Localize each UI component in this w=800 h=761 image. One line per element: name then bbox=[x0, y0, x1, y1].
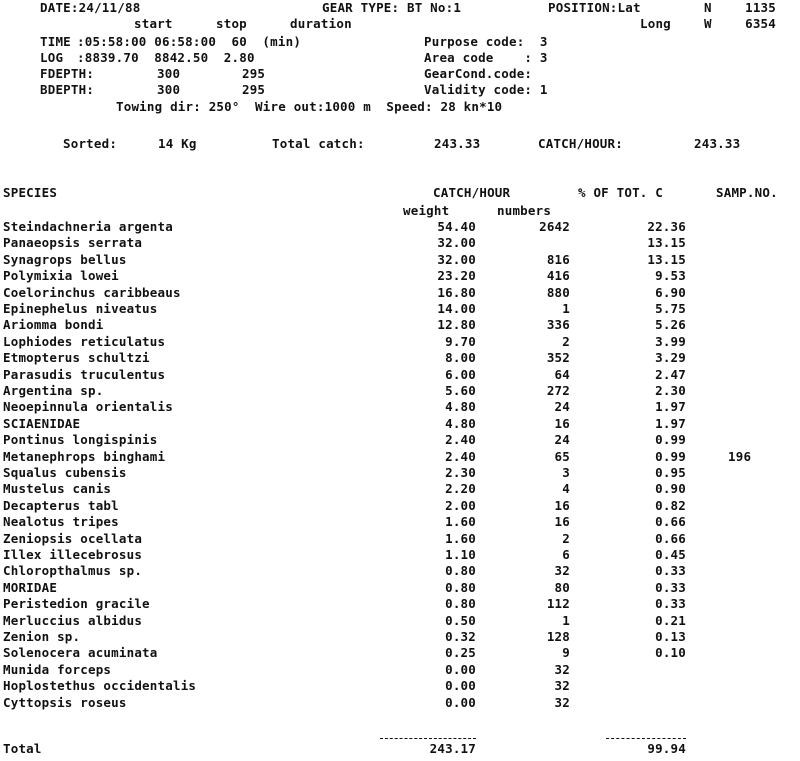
numbers-value: 24 bbox=[554, 432, 570, 447]
pct-value: 9.53 bbox=[655, 268, 686, 283]
species-name: Synagrops bellus bbox=[3, 252, 127, 267]
total-pct-rule bbox=[606, 738, 686, 739]
pct-value: 6.90 bbox=[655, 285, 686, 300]
weight-value: 0.32 bbox=[445, 629, 476, 644]
total-label: Total bbox=[3, 741, 42, 756]
weight-value: 2.40 bbox=[445, 432, 476, 447]
lat-value: 1135 bbox=[745, 0, 776, 15]
species-name: Chloropthalmus sp. bbox=[3, 563, 143, 578]
numbers-value: 64 bbox=[554, 367, 570, 382]
fdepth-label: FDEPTH: bbox=[40, 66, 95, 81]
numbers-value: 2642 bbox=[539, 219, 570, 234]
species-name: Panaeopsis serrata bbox=[3, 235, 143, 250]
species-name: Steindachneria argenta bbox=[3, 219, 173, 234]
pct-value: 5.26 bbox=[655, 317, 686, 332]
numbers-value: 2 bbox=[562, 334, 570, 349]
numbers-value: 16 bbox=[554, 498, 570, 513]
species-name: Zenion sp. bbox=[3, 629, 81, 644]
weight-value: 0.00 bbox=[445, 662, 476, 677]
species-name: Lophiodes reticulatus bbox=[3, 334, 166, 349]
weight-value: 5.60 bbox=[445, 383, 476, 398]
weight-value: 0.25 bbox=[445, 645, 476, 660]
species-name: Cyttopsis roseus bbox=[3, 695, 127, 710]
weight-value: 0.50 bbox=[445, 613, 476, 628]
species-name: Decapterus tabl bbox=[3, 498, 119, 513]
species-name: SCIAENIDAE bbox=[3, 416, 81, 431]
species-name: Pontinus longispinis bbox=[3, 432, 158, 447]
numbers-value: 2 bbox=[562, 531, 570, 546]
species-name: Solenocera acuminata bbox=[3, 645, 158, 660]
species-name: Coelorinchus caribbeaus bbox=[3, 285, 181, 300]
numbers-value: 336 bbox=[546, 317, 570, 332]
weight-value: 0.80 bbox=[445, 563, 476, 578]
bdepth-label: BDEPTH: bbox=[40, 82, 95, 97]
species-name: Hoplostethus occidentalis bbox=[3, 678, 197, 693]
pct-value: 0.45 bbox=[655, 547, 686, 562]
position-label: POSITION:Lat bbox=[548, 0, 641, 15]
weight-value: 12.80 bbox=[437, 317, 476, 332]
weight-value: 14.00 bbox=[437, 301, 476, 316]
numbers-value: 24 bbox=[554, 399, 570, 414]
long-hemisphere: W bbox=[704, 16, 712, 31]
col-duration-label: duration bbox=[290, 16, 352, 31]
pct-value: 1.97 bbox=[655, 416, 686, 431]
sorted-label: Sorted: bbox=[63, 136, 118, 151]
weight-value: 6.00 bbox=[445, 367, 476, 382]
species-name: Etmopterus schultzi bbox=[3, 350, 150, 365]
date-field: DATE:24/11/88 bbox=[40, 0, 141, 15]
pct-value: 5.75 bbox=[655, 301, 686, 316]
numbers-value: 80 bbox=[554, 580, 570, 595]
area-code: Area code : 3 bbox=[424, 50, 548, 65]
species-name: Zeniopsis ocellata bbox=[3, 531, 143, 546]
pct-value: 0.33 bbox=[655, 596, 686, 611]
weight-value: 54.40 bbox=[437, 219, 476, 234]
species-name: Ariomma bondi bbox=[3, 317, 104, 332]
weight-value: 9.70 bbox=[445, 334, 476, 349]
gear-type-field: GEAR TYPE: BT No:1 bbox=[322, 0, 462, 15]
weight-value: 32.00 bbox=[437, 235, 476, 250]
pct-value: 0.95 bbox=[655, 465, 686, 480]
numbers-value: 16 bbox=[554, 416, 570, 431]
sub-numbers-header: numbers bbox=[497, 203, 552, 218]
towing-info: Towing dir: 250° Wire out:1000 m Speed: 28 kn*10 bbox=[116, 99, 503, 114]
pct-value: 13.15 bbox=[647, 252, 686, 267]
numbers-value: 9 bbox=[562, 645, 570, 660]
numbers-value: 65 bbox=[554, 449, 570, 464]
time-label: TIME bbox=[40, 34, 71, 49]
weight-value: 1.60 bbox=[445, 514, 476, 529]
validity-code: Validity code: 1 bbox=[424, 82, 548, 97]
numbers-value: 352 bbox=[546, 350, 570, 365]
weight-value: 2.20 bbox=[445, 481, 476, 496]
pct-value: 0.33 bbox=[655, 580, 686, 595]
total-weight-rule bbox=[380, 738, 476, 739]
samp-value: 196 bbox=[728, 449, 752, 464]
pct-value: 0.82 bbox=[655, 498, 686, 513]
col-species-header: SPECIES bbox=[3, 185, 58, 200]
pct-value: 0.33 bbox=[655, 563, 686, 578]
sorted-value: 14 Kg bbox=[158, 136, 197, 151]
numbers-value: 32 bbox=[554, 662, 570, 677]
catch-hour-value: 243.33 bbox=[694, 136, 741, 151]
total-catch-label: Total catch: bbox=[272, 136, 365, 151]
sub-weight-header: weight bbox=[403, 203, 450, 218]
species-name: Illex illecebrosus bbox=[3, 547, 143, 562]
numbers-value: 32 bbox=[554, 678, 570, 693]
pct-value: 0.13 bbox=[655, 629, 686, 644]
species-name: Neoepinnula orientalis bbox=[3, 399, 173, 414]
gear-cond-code: GearCond.code: bbox=[424, 66, 533, 81]
pct-value: 0.66 bbox=[655, 531, 686, 546]
pct-value: 0.99 bbox=[655, 432, 686, 447]
weight-value: 0.80 bbox=[445, 596, 476, 611]
bdepth-values: 300 295 bbox=[157, 82, 266, 97]
species-name: Merluccius albidus bbox=[3, 613, 143, 628]
pct-value: 22.36 bbox=[647, 219, 686, 234]
numbers-value: 272 bbox=[546, 383, 570, 398]
weight-value: 0.00 bbox=[445, 678, 476, 693]
weight-value: 0.80 bbox=[445, 580, 476, 595]
species-name: Parasudis truculentus bbox=[3, 367, 166, 382]
total-weight: 243.17 bbox=[429, 741, 476, 756]
col-samp-header: SAMP.NO. bbox=[716, 185, 778, 200]
col-start-label: start bbox=[134, 16, 173, 31]
time-values: :05:58:00 06:58:00 60 (min) bbox=[77, 34, 302, 49]
numbers-value: 112 bbox=[546, 596, 570, 611]
species-name: Argentina sp. bbox=[3, 383, 104, 398]
catch-hour-label: CATCH/HOUR: bbox=[538, 136, 623, 151]
weight-value: 16.80 bbox=[437, 285, 476, 300]
numbers-value: 816 bbox=[546, 252, 570, 267]
log-label: LOG bbox=[40, 50, 64, 65]
pct-value: 3.99 bbox=[655, 334, 686, 349]
long-value: 6354 bbox=[745, 16, 776, 31]
pct-value: 3.29 bbox=[655, 350, 686, 365]
pct-value: 0.66 bbox=[655, 514, 686, 529]
total-pct: 99.94 bbox=[647, 741, 686, 756]
species-name: Peristedion gracile bbox=[3, 596, 150, 611]
pct-value: 0.99 bbox=[655, 449, 686, 464]
numbers-value: 1 bbox=[562, 613, 570, 628]
weight-value: 1.60 bbox=[445, 531, 476, 546]
species-name: Mustelus canis bbox=[3, 481, 112, 496]
numbers-value: 32 bbox=[554, 563, 570, 578]
total-catch-value: 243.33 bbox=[434, 136, 481, 151]
species-name: MORIDAE bbox=[3, 580, 58, 595]
pct-value: 1.97 bbox=[655, 399, 686, 414]
species-name: Polymixia lowei bbox=[3, 268, 119, 283]
col-catch-hour-header: CATCH/HOUR bbox=[433, 185, 511, 200]
weight-value: 2.40 bbox=[445, 449, 476, 464]
purpose-code: Purpose code: 3 bbox=[424, 34, 548, 49]
numbers-value: 4 bbox=[562, 481, 570, 496]
numbers-value: 6 bbox=[562, 547, 570, 562]
pct-value: 0.10 bbox=[655, 645, 686, 660]
pct-value: 2.47 bbox=[655, 367, 686, 382]
lat-hemisphere: N bbox=[704, 0, 712, 15]
pct-value: 2.30 bbox=[655, 383, 686, 398]
numbers-value: 16 bbox=[554, 514, 570, 529]
species-name: Nealotus tripes bbox=[3, 514, 119, 529]
species-name: Squalus cubensis bbox=[3, 465, 127, 480]
col-pct-header: % OF TOT. C bbox=[578, 185, 663, 200]
numbers-value: 1 bbox=[562, 301, 570, 316]
weight-value: 4.80 bbox=[445, 416, 476, 431]
fdepth-values: 300 295 bbox=[157, 66, 266, 81]
weight-value: 23.20 bbox=[437, 268, 476, 283]
weight-value: 1.10 bbox=[445, 547, 476, 562]
numbers-value: 880 bbox=[546, 285, 570, 300]
species-name: Epinephelus niveatus bbox=[3, 301, 158, 316]
numbers-value: 128 bbox=[546, 629, 570, 644]
pct-value: 0.90 bbox=[655, 481, 686, 496]
species-name: Metanephrops binghami bbox=[3, 449, 166, 464]
numbers-value: 32 bbox=[554, 695, 570, 710]
long-label: Long bbox=[640, 16, 671, 31]
weight-value: 2.30 bbox=[445, 465, 476, 480]
species-name: Munida forceps bbox=[3, 662, 112, 677]
weight-value: 8.00 bbox=[445, 350, 476, 365]
numbers-value: 416 bbox=[546, 268, 570, 283]
weight-value: 32.00 bbox=[437, 252, 476, 267]
weight-value: 0.00 bbox=[445, 695, 476, 710]
weight-value: 2.00 bbox=[445, 498, 476, 513]
pct-value: 0.21 bbox=[655, 613, 686, 628]
weight-value: 4.80 bbox=[445, 399, 476, 414]
col-stop-label: stop bbox=[216, 16, 247, 31]
log-values: :8839.70 8842.50 2.80 bbox=[77, 50, 255, 65]
numbers-value: 3 bbox=[562, 465, 570, 480]
pct-value: 13.15 bbox=[647, 235, 686, 250]
